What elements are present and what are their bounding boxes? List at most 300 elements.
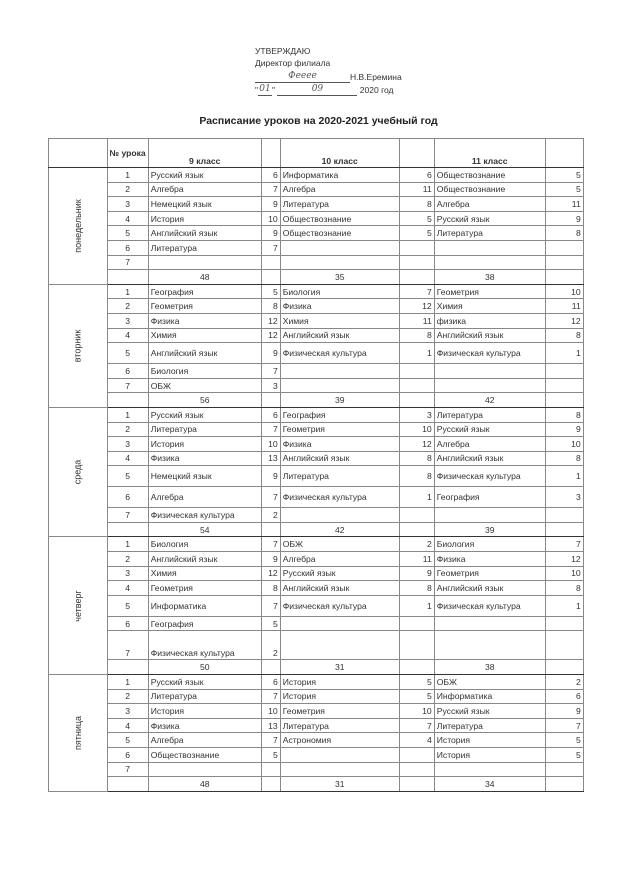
- difficulty-9: 7: [261, 689, 280, 704]
- subject-11: физика: [434, 313, 545, 328]
- difficulty-11: 9: [545, 704, 583, 719]
- difficulty-11: 3: [545, 487, 583, 508]
- difficulty-9: 2: [261, 508, 280, 523]
- lesson-row: [49, 226, 584, 241]
- difficulty-9: [261, 255, 280, 270]
- difficulty-11: 5: [545, 733, 583, 748]
- subject-11: Обществознание: [434, 182, 545, 197]
- difficulty-11: [545, 240, 583, 255]
- subject-9: Геометрия: [148, 581, 261, 596]
- difficulty-9: 10: [261, 704, 280, 719]
- difficulty-9: 5: [261, 616, 280, 631]
- lesson-number: 7: [107, 631, 148, 660]
- lesson-row: [49, 537, 584, 552]
- subject-9: Физическая культура: [148, 508, 261, 523]
- lesson-row: [49, 616, 584, 631]
- totals-gap-11: [545, 660, 583, 675]
- difficulty-9: 9: [261, 466, 280, 487]
- lesson-number: 5: [107, 733, 148, 748]
- difficulty-10: 8: [399, 466, 434, 487]
- subject-9: Физика: [148, 718, 261, 733]
- difficulty-11: [545, 508, 583, 523]
- total-11: 34: [434, 777, 545, 792]
- difficulty-10: 12: [399, 299, 434, 314]
- difficulty-11: 8: [545, 226, 583, 241]
- difficulty-9: 10: [261, 211, 280, 226]
- subject-10: Геометрия: [280, 704, 399, 719]
- difficulty-10: 5: [399, 689, 434, 704]
- subject-10: Литература: [280, 197, 399, 212]
- day-label-cell: [49, 284, 108, 407]
- difficulty-11: 9: [545, 422, 583, 437]
- subject-9: История: [148, 437, 261, 452]
- lesson-number: 4: [107, 451, 148, 466]
- totals-gap-9: [261, 270, 280, 285]
- subject-10: [280, 364, 399, 379]
- lesson-row: [49, 733, 584, 748]
- lesson-row: [49, 566, 584, 581]
- difficulty-10: 11: [399, 313, 434, 328]
- table-header-row: [49, 139, 584, 168]
- date-year: 2020 год: [359, 85, 394, 95]
- totals-row: [49, 660, 584, 675]
- date-month: 09: [277, 83, 357, 96]
- difficulty-9: 5: [261, 748, 280, 763]
- lesson-row: [49, 704, 584, 719]
- difficulty-10: 5: [399, 211, 434, 226]
- difficulty-9: 7: [261, 733, 280, 748]
- difficulty-9: 7: [261, 422, 280, 437]
- difficulty-10: 1: [399, 487, 434, 508]
- subject-11: Русский язык: [434, 704, 545, 719]
- difficulty-11: 5: [545, 168, 583, 183]
- subject-9: Физическая культура: [148, 631, 261, 660]
- approval-heading: УТВЕРЖДАЮ: [255, 46, 311, 56]
- lesson-number: 6: [107, 487, 148, 508]
- lesson-row: [49, 762, 584, 777]
- difficulty-10: 11: [399, 182, 434, 197]
- difficulty-9: [261, 762, 280, 777]
- lesson-number: 1: [107, 168, 148, 183]
- total-11: 42: [434, 393, 545, 408]
- subject-10: [280, 762, 399, 777]
- totals-gap-11: [545, 270, 583, 285]
- difficulty-11: 6: [545, 689, 583, 704]
- difficulty-9: 7: [261, 364, 280, 379]
- lesson-number: 4: [107, 718, 148, 733]
- difficulty-10: 5: [399, 675, 434, 690]
- difficulty-9: 9: [261, 197, 280, 212]
- subject-11: [434, 240, 545, 255]
- subject-9: Русский язык: [148, 168, 261, 183]
- subject-9: Химия: [148, 566, 261, 581]
- lesson-row: [49, 437, 584, 452]
- lesson-row: [49, 718, 584, 733]
- subject-11: Информатика: [434, 689, 545, 704]
- lesson-number: 6: [107, 240, 148, 255]
- lesson-number: 5: [107, 595, 148, 616]
- total-9: 56: [148, 393, 261, 408]
- lesson-row: [49, 581, 584, 596]
- header-count-11: [545, 139, 583, 168]
- lesson-number: 3: [107, 313, 148, 328]
- difficulty-11: 8: [545, 451, 583, 466]
- lesson-row: [49, 240, 584, 255]
- total-11: 38: [434, 660, 545, 675]
- subject-11: Литература: [434, 407, 545, 422]
- header-lesson-no: № урока: [107, 139, 148, 168]
- difficulty-9: 7: [261, 182, 280, 197]
- subject-10: [280, 616, 399, 631]
- difficulty-9: 10: [261, 437, 280, 452]
- day-label-cell: [49, 675, 108, 792]
- total-9: 54: [148, 522, 261, 537]
- subject-11: Английский язык: [434, 328, 545, 343]
- lesson-row: [49, 299, 584, 314]
- totals-row: [49, 270, 584, 285]
- subject-9: Физика: [148, 451, 261, 466]
- lesson-number: 3: [107, 437, 148, 452]
- lesson-row: [49, 255, 584, 270]
- subject-10: Английский язык: [280, 328, 399, 343]
- subject-10: Информатика: [280, 168, 399, 183]
- difficulty-11: 8: [545, 407, 583, 422]
- subject-11: [434, 378, 545, 393]
- lesson-row: [49, 284, 584, 299]
- difficulty-9: 9: [261, 552, 280, 567]
- subject-10: [280, 240, 399, 255]
- subject-10: Алгебра: [280, 552, 399, 567]
- totals-gap-11: [545, 522, 583, 537]
- subject-9: Алгебра: [148, 733, 261, 748]
- difficulty-9: 8: [261, 581, 280, 596]
- lesson-row: [49, 407, 584, 422]
- lesson-number: 6: [107, 748, 148, 763]
- day-name: понедельник: [72, 199, 83, 253]
- day-label-cell: [49, 168, 108, 285]
- totals-gap-10: [399, 522, 434, 537]
- totals-gap-9: [261, 660, 280, 675]
- difficulty-11: [545, 631, 583, 660]
- subject-10: Биология: [280, 284, 399, 299]
- subject-10: Английский язык: [280, 581, 399, 596]
- day-label-cell: [49, 537, 108, 675]
- subject-9: География: [148, 284, 261, 299]
- subject-9: Немецкий язык: [148, 466, 261, 487]
- difficulty-10: [399, 762, 434, 777]
- difficulty-11: [545, 616, 583, 631]
- difficulty-10: 10: [399, 704, 434, 719]
- lesson-number: 1: [107, 284, 148, 299]
- total-10: 35: [280, 270, 399, 285]
- difficulty-9: 12: [261, 328, 280, 343]
- subject-9: История: [148, 211, 261, 226]
- total-10: 31: [280, 660, 399, 675]
- difficulty-10: 8: [399, 197, 434, 212]
- difficulty-9: 13: [261, 718, 280, 733]
- lesson-number: 2: [107, 422, 148, 437]
- difficulty-11: 1: [545, 595, 583, 616]
- difficulty-9: 7: [261, 595, 280, 616]
- lesson-number: 3: [107, 197, 148, 212]
- approval-block: [255, 45, 402, 96]
- lesson-row: [49, 451, 584, 466]
- subject-11: [434, 255, 545, 270]
- subject-10: Физика: [280, 437, 399, 452]
- difficulty-10: [399, 240, 434, 255]
- difficulty-10: 10: [399, 422, 434, 437]
- difficulty-9: 13: [261, 451, 280, 466]
- difficulty-11: 7: [545, 718, 583, 733]
- difficulty-10: 8: [399, 328, 434, 343]
- header-day-cell: [49, 139, 108, 168]
- subject-9: Английский язык: [148, 552, 261, 567]
- date-day: 01: [259, 84, 271, 94]
- lesson-row: [49, 168, 584, 183]
- difficulty-9: 6: [261, 675, 280, 690]
- subject-10: История: [280, 675, 399, 690]
- difficulty-11: 8: [545, 328, 583, 343]
- subject-9: ОБЖ: [148, 378, 261, 393]
- lesson-row: [49, 182, 584, 197]
- signatory-name: Н.В.Еремина: [350, 72, 402, 82]
- lesson-row: [49, 211, 584, 226]
- lesson-number: 5: [107, 343, 148, 364]
- totals-empty: [107, 393, 148, 408]
- total-11: 39: [434, 522, 545, 537]
- lesson-number: 2: [107, 689, 148, 704]
- lesson-number: 7: [107, 255, 148, 270]
- difficulty-10: 11: [399, 552, 434, 567]
- total-9: 48: [148, 270, 261, 285]
- subject-9: Русский язык: [148, 675, 261, 690]
- subject-11: Английский язык: [434, 581, 545, 596]
- difficulty-9: 6: [261, 407, 280, 422]
- difficulty-10: 5: [399, 226, 434, 241]
- subject-9: Английский язык: [148, 226, 261, 241]
- difficulty-10: [399, 616, 434, 631]
- subject-11: Литература: [434, 226, 545, 241]
- subject-9: Литература: [148, 689, 261, 704]
- subject-9: Немецкий язык: [148, 197, 261, 212]
- total-9: 48: [148, 777, 261, 792]
- totals-gap-10: [399, 660, 434, 675]
- difficulty-10: 7: [399, 718, 434, 733]
- difficulty-10: 9: [399, 566, 434, 581]
- subject-10: Физическая культура: [280, 595, 399, 616]
- subject-10: ОБЖ: [280, 537, 399, 552]
- page-title: Расписание уроков на 2020-2021 учебный год: [199, 115, 438, 127]
- difficulty-9: 8: [261, 299, 280, 314]
- header-class-10: 10 класс: [280, 139, 399, 168]
- totals-empty: [107, 270, 148, 285]
- subject-9: География: [148, 616, 261, 631]
- lesson-number: 7: [107, 762, 148, 777]
- subject-10: [280, 631, 399, 660]
- totals-row: [49, 393, 584, 408]
- difficulty-9: 12: [261, 566, 280, 581]
- day-label-cell: [49, 407, 108, 537]
- difficulty-10: 8: [399, 451, 434, 466]
- subject-11: География: [434, 487, 545, 508]
- subject-10: [280, 508, 399, 523]
- difficulty-11: 1: [545, 343, 583, 364]
- day-name: среда: [72, 459, 83, 485]
- lesson-row: [49, 343, 584, 364]
- subject-9: Алгебра: [148, 182, 261, 197]
- subject-11: Литература: [434, 718, 545, 733]
- header-count-9: [261, 139, 280, 168]
- subject-10: Обществознание: [280, 211, 399, 226]
- lesson-number: 4: [107, 328, 148, 343]
- lesson-row: [49, 631, 584, 660]
- lesson-row: [49, 364, 584, 379]
- total-10: 39: [280, 393, 399, 408]
- lesson-row: [49, 422, 584, 437]
- difficulty-10: 2: [399, 537, 434, 552]
- subject-9: Литература: [148, 240, 261, 255]
- subject-11: Физическая культура: [434, 595, 545, 616]
- subject-10: [280, 748, 399, 763]
- difficulty-10: 12: [399, 437, 434, 452]
- lesson-number: 6: [107, 616, 148, 631]
- subject-11: Русский язык: [434, 211, 545, 226]
- lesson-number: 3: [107, 566, 148, 581]
- subject-10: История: [280, 689, 399, 704]
- difficulty-11: 7: [545, 537, 583, 552]
- subject-9: Геометрия: [148, 299, 261, 314]
- lesson-number: 2: [107, 552, 148, 567]
- totals-gap-10: [399, 270, 434, 285]
- difficulty-11: 9: [545, 211, 583, 226]
- subject-10: Литература: [280, 466, 399, 487]
- subject-9: Биология: [148, 537, 261, 552]
- subject-10: Физика: [280, 299, 399, 314]
- subject-11: [434, 762, 545, 777]
- schedule-table: [48, 138, 584, 792]
- day-name: пятница: [72, 715, 83, 750]
- difficulty-11: 2: [545, 675, 583, 690]
- difficulty-9: 9: [261, 226, 280, 241]
- approval-signature-line: [255, 69, 402, 83]
- difficulty-9: 5: [261, 284, 280, 299]
- difficulty-11: [545, 255, 583, 270]
- lesson-row: [49, 487, 584, 508]
- lesson-number: 4: [107, 211, 148, 226]
- subject-10: Физическая культура: [280, 343, 399, 364]
- subject-10: Литература: [280, 718, 399, 733]
- difficulty-10: 1: [399, 595, 434, 616]
- subject-11: Физическая культура: [434, 466, 545, 487]
- subject-9: Биология: [148, 364, 261, 379]
- signature: Фееее: [288, 71, 317, 81]
- header-class-11: 11 класс: [434, 139, 545, 168]
- totals-row: [49, 777, 584, 792]
- lesson-row: [49, 552, 584, 567]
- subject-10: Русский язык: [280, 566, 399, 581]
- subject-9: Литература: [148, 422, 261, 437]
- difficulty-11: 12: [545, 313, 583, 328]
- lesson-row: [49, 313, 584, 328]
- lesson-number: 5: [107, 226, 148, 241]
- subject-11: Физическая культура: [434, 343, 545, 364]
- difficulty-10: 6: [399, 168, 434, 183]
- lesson-number: 2: [107, 182, 148, 197]
- difficulty-10: 7: [399, 284, 434, 299]
- subject-10: [280, 255, 399, 270]
- header-count-10: [399, 139, 434, 168]
- lesson-row: [49, 689, 584, 704]
- difficulty-9: 7: [261, 537, 280, 552]
- totals-gap-11: [545, 777, 583, 792]
- subject-11: [434, 616, 545, 631]
- difficulty-11: [545, 364, 583, 379]
- lesson-row: [49, 378, 584, 393]
- subject-10: Химия: [280, 313, 399, 328]
- difficulty-11: [545, 378, 583, 393]
- difficulty-11: 11: [545, 299, 583, 314]
- subject-11: [434, 508, 545, 523]
- totals-empty: [107, 522, 148, 537]
- difficulty-11: 8: [545, 581, 583, 596]
- difficulty-9: 7: [261, 240, 280, 255]
- totals-gap-9: [261, 393, 280, 408]
- lesson-row: [49, 197, 584, 212]
- difficulty-10: [399, 364, 434, 379]
- difficulty-10: 8: [399, 581, 434, 596]
- subject-11: Физика: [434, 552, 545, 567]
- difficulty-9: 3: [261, 378, 280, 393]
- subject-9: История: [148, 704, 261, 719]
- totals-empty: [107, 660, 148, 675]
- lesson-number: 1: [107, 675, 148, 690]
- total-10: 31: [280, 777, 399, 792]
- approval-date-line: "01" 09 2020 год: [255, 84, 394, 95]
- subject-11: [434, 631, 545, 660]
- lesson-number: 7: [107, 508, 148, 523]
- subject-9: Обществознание: [148, 748, 261, 763]
- lesson-number: 1: [107, 537, 148, 552]
- subject-11: Биология: [434, 537, 545, 552]
- totals-gap-10: [399, 393, 434, 408]
- total-11: 38: [434, 270, 545, 285]
- subject-11: Обществознание: [434, 168, 545, 183]
- subject-11: Геометрия: [434, 566, 545, 581]
- totals-gap-10: [399, 777, 434, 792]
- subject-11: ОБЖ: [434, 675, 545, 690]
- total-10: 42: [280, 522, 399, 537]
- subject-11: История: [434, 733, 545, 748]
- subject-11: История: [434, 748, 545, 763]
- lesson-number: 1: [107, 407, 148, 422]
- subject-10: Английский язык: [280, 451, 399, 466]
- difficulty-10: 4: [399, 733, 434, 748]
- difficulty-11: 5: [545, 748, 583, 763]
- difficulty-9: 7: [261, 487, 280, 508]
- subject-9: Русский язык: [148, 407, 261, 422]
- subject-10: Физическая культура: [280, 487, 399, 508]
- subject-9: Английский язык: [148, 343, 261, 364]
- day-name: вторник: [72, 329, 83, 363]
- subject-9: Информатика: [148, 595, 261, 616]
- lesson-row: [49, 508, 584, 523]
- difficulty-10: [399, 631, 434, 660]
- lesson-number: 5: [107, 466, 148, 487]
- subject-11: Английский язык: [434, 451, 545, 466]
- difficulty-11: 10: [545, 437, 583, 452]
- difficulty-9: 2: [261, 631, 280, 660]
- difficulty-10: 1: [399, 343, 434, 364]
